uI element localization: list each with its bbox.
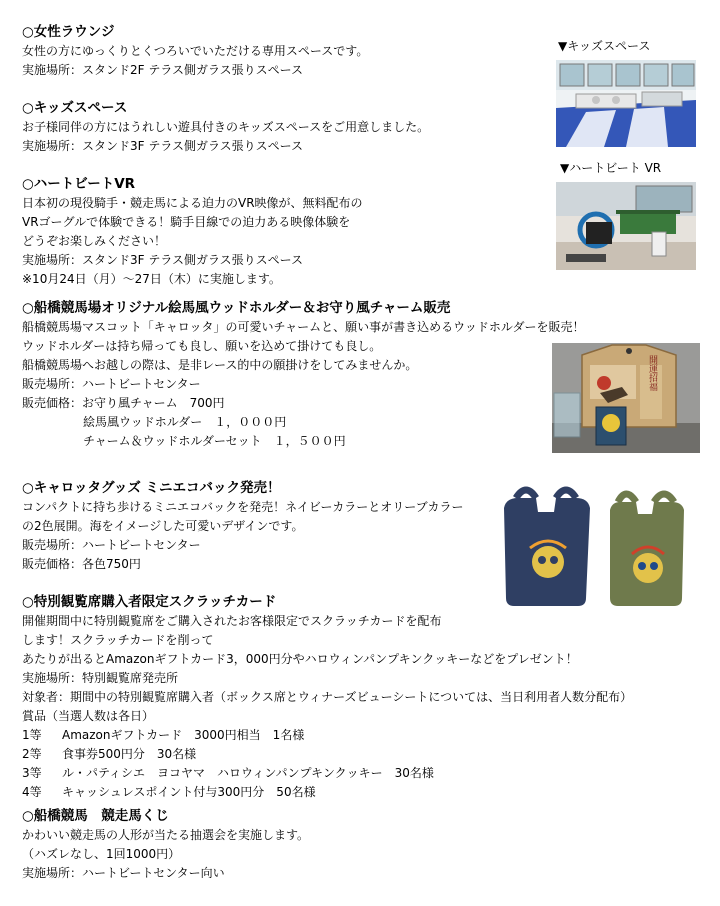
text-line: 開催期間中に特別観覧席をご購入されたお客様限定でスクラッチカードを配布 <box>22 614 442 628</box>
prize-rank: 2等 <box>22 747 42 761</box>
section-horse-lottery <box>22 806 309 883</box>
text-line: 販売価格：お守り風チャーム 700円 <box>22 396 225 410</box>
eco-bags-photo <box>486 478 704 614</box>
prize-rank: 3等 <box>22 766 42 780</box>
section-eco-bag <box>22 478 463 574</box>
text-line: ※10月24日（月）～27日（木）に実施します。 <box>22 272 281 286</box>
prize-row <box>22 726 632 745</box>
section-scratch-card <box>22 592 632 802</box>
prize-row <box>22 745 632 764</box>
prize-rank: 4等 <box>22 785 42 799</box>
section-title: ○船橋競馬場オリジナル絵馬風ウッドホルダー＆お守り風チャーム販売 <box>22 300 451 316</box>
section-wood-holder <box>22 298 584 451</box>
section-title: ○女性ラウンジ <box>22 24 115 40</box>
text-line: 実施場所：ハートビートセンター向い <box>22 866 225 880</box>
text-line: の2色展開。海をイメージした可愛いデザインです。 <box>22 519 304 533</box>
text-line: 実施場所：スタンド3F テラス側ガラス張りスペース <box>22 253 304 267</box>
section-description: お子様同伴の方にはうれしい遊具付きのキッズスペースをご用意しました。 <box>22 120 430 134</box>
section-title: ○特別観覧席購入者限定スクラッチカード <box>22 594 277 610</box>
text-line: どうぞお楽しみください！ <box>22 234 167 248</box>
section-description: 女性の方にゆっくりとくつろいでいただける専用スペースです。 <box>22 44 369 58</box>
text-line: 船橋競馬場へお越しの際は、是非レース的中の願掛けをしてみませんか。 <box>22 358 418 372</box>
prize-row <box>22 764 632 783</box>
text-line: 販売場所：ハートビートセンター <box>22 377 201 391</box>
text-line: かわいい競走馬の人形が当たる抽選会を実施します。 <box>22 828 310 842</box>
text-line: ウッドホルダーは持ち帰っても良し、願いを込めて掛けても良し。 <box>22 339 382 353</box>
prize-item: 食事券500円分 30名様 <box>62 747 197 761</box>
section-title: ○キャロッタグッズ ミニエコバック発売！ <box>22 480 281 496</box>
text-line: （ハズレなし、1回1000円） <box>22 847 181 861</box>
section-place: 実施場所：スタンド3F テラス側ガラス張りスペース <box>22 139 304 153</box>
prize-item: ル・パティシエ ヨコヤマ ハロウィンパンプキンクッキー 30名様 <box>62 766 434 780</box>
text-line: コンパクトに持ち歩けるミニエコバックを発売！ネイビーカラーとオリーブカラー <box>22 500 464 514</box>
heartbeat-vr-photo <box>556 182 696 270</box>
section-place: 実施場所：スタンド2F テラス側ガラス張りスペース <box>22 63 304 77</box>
section-title: ○キッズスペース <box>22 100 128 116</box>
prize-item: Amazonギフトカード 3000円相当 1名様 <box>62 728 305 742</box>
price-line: 絵馬風ウッドホルダー １，０００円 <box>83 415 287 429</box>
kids-space-photo <box>556 60 696 147</box>
text-line: 対象者：期間中の特別観覧席購入者（ボックス席とウィナーズビューシートについては、当日利用者人数分配布） <box>22 690 633 704</box>
text-line: 賞品（当選人数は各日） <box>22 709 155 723</box>
text-line: 販売価格：各色750円 <box>22 557 141 571</box>
prize-row <box>22 783 632 802</box>
price-line: チャーム＆ウッドホルダーセット １，５００円 <box>83 434 346 448</box>
text-line: 船橋競馬場マスコット「キャロッタ」の可愛いチャームと、願い事が書き込めるウッドホルダーを販売！ <box>22 320 585 334</box>
section-ladies-lounge <box>22 22 368 80</box>
text-line: 日本初の現役騎手・競走馬による迫力のVR映像が、無料配布の <box>22 196 363 210</box>
prize-rank: 1等 <box>22 728 42 742</box>
caption-heartbeat-vr: ▼ハートビート VR <box>560 161 662 175</box>
wood-holder-charm-photo <box>552 343 700 453</box>
prize-item: キャッシュレスポイント付与300円分 50名様 <box>62 785 316 799</box>
section-heartbeat-vr <box>22 174 363 289</box>
ema-lettering: 開運招福 <box>647 355 657 391</box>
text-line: あたりが出るとAmazonギフトカード3，000円分やハロウィンパンプキンクッキーなどをプレゼント！ <box>22 652 578 666</box>
section-title: ○船橋競馬 競走馬くじ <box>22 808 169 824</box>
text-line: 販売場所：ハートビートセンター <box>22 538 201 552</box>
section-kids-space <box>22 98 429 156</box>
text-line: します！スクラッチカードを削って <box>22 633 214 647</box>
section-title: ○ハートビートVR <box>22 176 136 192</box>
text-line: 実施場所：特別観覧席発売所 <box>22 671 179 685</box>
text-line: VRゴーグルで体験できる！騎手目線での迫力ある映像体験を <box>22 215 351 229</box>
caption-kids-space: ▼キッズスペース <box>558 39 651 53</box>
